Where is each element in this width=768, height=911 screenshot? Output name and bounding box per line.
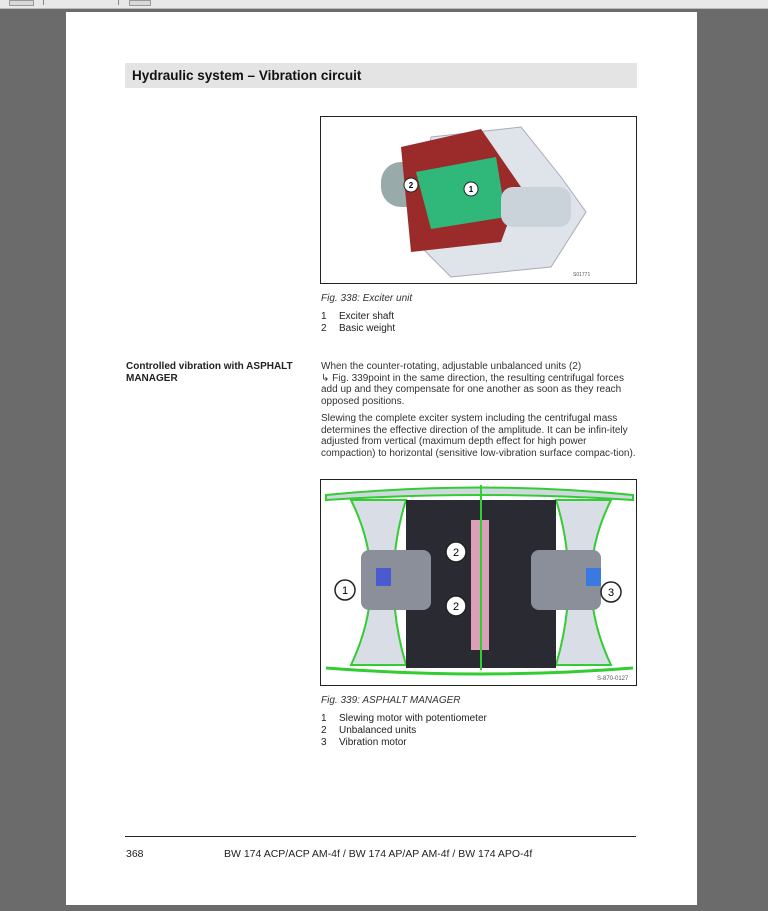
asphalt-manager-illustration [321,480,637,686]
paragraph: Slewing the complete exciter system including the centrifugal mass determines the effective direction of the amplitude. It can be infin-itely adjusted from vertical (maximum depth effect for high power compaction) to horizontal (sensitive low-vibration surface compac-tion). [321,413,636,459]
figure-caption: Fig. 339: ASPHALT MANAGER [321,695,461,706]
legend-item: 2 Unbalanced units [321,725,417,736]
callout-2: 2 [408,181,414,190]
paragraph: When the counter-rotating, adjustable unbalanced units (2) ↳ Fig. 339point in the same direction, the resulting centrifugal forces add up and they compensate for one another as soon as they reach opposed positions. [321,361,624,407]
toolbar-separator [118,0,119,5]
footer-models: BW 174 ACP/ACP AM-4f / BW 174 AP/AP AM-4f / BW 174 APO-4f [224,848,533,860]
page-number: 368 [126,848,144,860]
figure-legend [321,713,487,749]
figure-caption: Fig. 338: Exciter unit [321,293,413,304]
document-page [66,12,697,905]
callout-2: 2 [452,547,460,559]
toolbar-button[interactable] [9,0,34,6]
figure-id: S-870-0127 [597,676,629,682]
figure-legend [321,311,395,335]
legend-item: 2 Basic weight [321,323,396,334]
viewer-toolbar [0,0,768,9]
figure-id: S01771 [573,272,591,278]
legend-item: 1 Slewing motor with potentiometer [321,713,487,724]
exciter-unit-illustration [321,117,637,284]
figure-exciter-unit [320,116,637,284]
figure-asphalt-manager [320,479,637,686]
callout-1: 1 [468,185,474,194]
page-title: Hydraulic system – Vibration circuit [125,63,637,88]
callout-1: 1 [341,585,349,597]
callout-3: 3 [607,587,615,599]
section-heading: Controlled vibration with ASPHALT MANAGER [126,361,293,384]
legend-item: 1 Exciter shaft [321,311,395,322]
toolbar-separator [43,0,44,5]
legend-item: 3 Vibration motor [321,737,407,748]
callout-2: 2 [452,601,460,613]
link-icon: ↳ [321,372,333,384]
toolbar-button[interactable] [129,0,151,6]
figure-link[interactable]: Fig. 339point in the same direction, the resulting centrifugal forces add up and they compensate for one another as soon as they reach opposed positions. [321,372,624,407]
footer-divider [125,836,636,837]
